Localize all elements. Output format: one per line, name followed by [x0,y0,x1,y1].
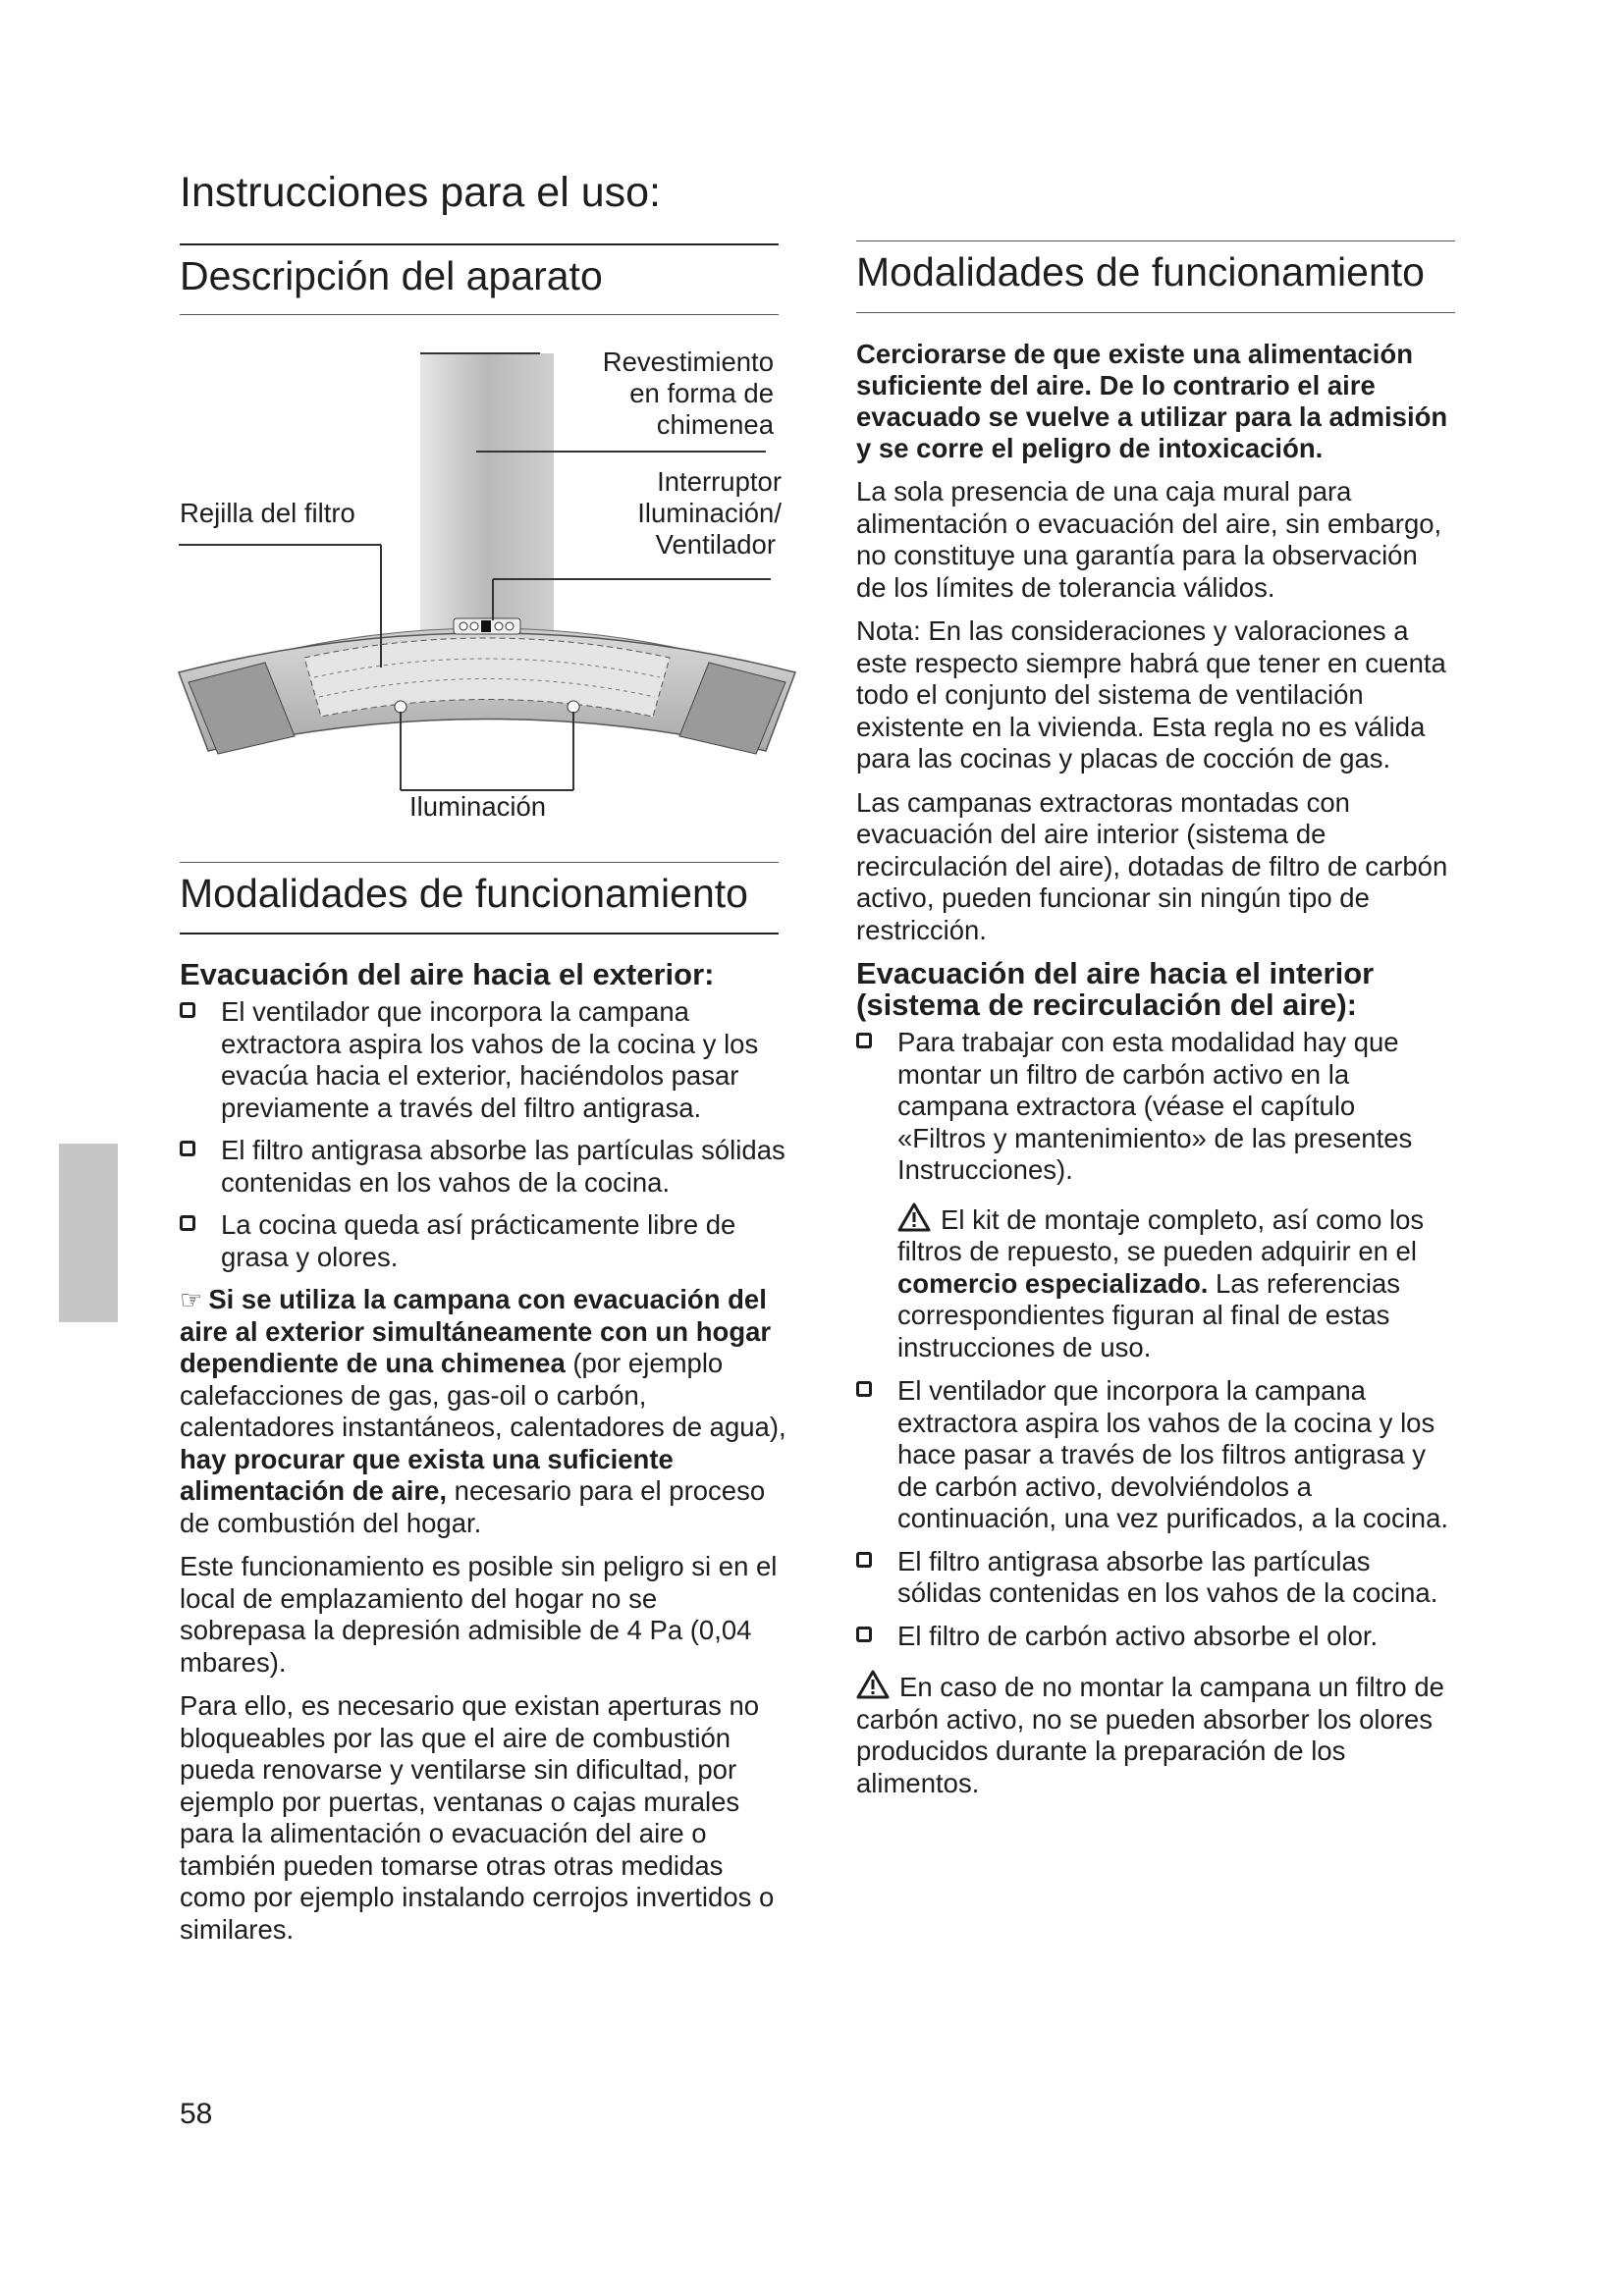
final-warning: En caso de no montar la campana un filtro de carbón activo, no se pueden absorber los olores producidos durante la preparación de los alimentos. [856,1672,1444,1798]
paragraph: Nota: En las consideraciones y valoraciones a este respecto siempre habrá que tener en cuenta todo el conjunto del sistema de ventilación existente en la vivienda. Esta regla no es válida para las cocinas y placas de cocción de gas. [856,615,1446,774]
label-lighting: Iluminación [409,791,547,822]
note-chimney: ☞ Si se utiliza la campana con evacuación del aire al exterior simultáneamente con un hogar dependiente de una chimenea (por ejemplo calefacciones de gas, gas-oil o carbón, calentadores instantáneos, calentadores de agua), hay procurar que exista una suficiente alimentación de aire, necesario para el proceso de combustión del hogar. [180,1284,786,1538]
checkbox-bullet-icon [856,1627,872,1642]
pointing-hand-icon: ☞ [180,1285,203,1314]
kit-note: El kit de montaje completo, así como los filtros de repuesto, se pueden adquirir en el comercio especializado. Las referencias correspondientes figuran al final de estas instrucciones de uso. [897,1203,1425,1362]
list-item: El filtro antigrasa absorbe las partículas sólidas contenidas en los vahos de la cocina. [180,1135,788,1199]
paragraph: Para ello, es necesario que existan aperturas no bloqueables por las que el aire de combustión pueda renovarse y ventilarse sin dificultad, por ejemplo por puertas, ventanas o cajas murales para la alimentación o evacuación del aire o también pueden tomarse otras otras medidas como por ejemplo instalando cerrojos invertidos o similares. [180,1690,775,1945]
warning-icon [856,1670,890,1699]
page-title: Instrucciones para el uso: [180,169,661,216]
label-switch-1: Interruptor [657,466,782,497]
section-rule-bottom-2 [180,933,779,934]
paragraph: Este funcionamiento es posible sin peligro si en el local de emplazamiento del hogar no se sobrepasa la depresión admisible de 4 Pa (0,04 mbares). [180,1551,778,1678]
list-item: El ventilador que incorpora la campana extractora aspira los vahos de la cocina y los hace pasar a través de los filtros antigrasa y de carbón activo, devolviéndolos a continuación, una vez purificados, a la cocina. [856,1375,1450,1535]
left-column-text [180,959,788,1957]
page-number: 58 [180,2098,213,2130]
section-rule-top-2 [180,862,779,863]
list-item: La cocina queda así prácticamente libre de grasa y olores. [180,1209,788,1273]
list-item: Para trabajar con esta modalidad hay que montar un filtro de carbón activo en la campana extractora (véase el capítulo «Filtros y mantenimiento» de las presentes Instrucciones). [856,1027,1450,1187]
section-rule-bottom [180,314,779,315]
section-title-modes-left: Modalidades de funcionamiento [180,871,748,916]
heading-interior: Evacuación del aire hacia el interior (sistema de recirculación del aire): [856,956,1375,1022]
label-filter-grid: Rejilla del filtro [180,498,355,528]
paragraph: Las campanas extractoras montadas con evacuación del aire interior (sistema de recirculación del aire), dotadas de filtro de carbón activo, pueden funcionar sin ningún tipo de restricción. [856,786,1448,945]
right-column-text [856,339,1450,1811]
checkbox-bullet-icon [180,1002,195,1018]
chimney-shape [420,353,554,648]
section-rule-top [180,243,779,245]
list-item: El ventilador que incorpora la campana extractora aspira los vahos de la cocina y los evacúa hacia el exterior, haciéndolos pasar previamente a través del filtro antigrasa. [180,996,788,1124]
checkbox-bullet-icon [856,1033,872,1048]
language-tab-marker [59,1144,118,1322]
checkbox-bullet-icon [856,1552,872,1568]
section-rule-bottom-right [856,312,1455,313]
label-chimney-2: en forma de [629,378,774,408]
checkbox-bullet-icon [180,1215,195,1231]
label-switch-2: Iluminación/ [637,498,782,528]
paragraph: La sola presencia de una caja mural para alimentación o evacuación del aire, sin embargo, no constituye una garantía para la observación de los límites de tolerancia válidos. [856,476,1442,603]
list-item: El filtro antigrasa absorbe las partículas sólidas contenidas en los vahos de la cocina. [856,1546,1450,1610]
checkbox-bullet-icon [856,1381,872,1397]
heading-exterior: Evacuación del aire hacia el exterior: [180,957,715,991]
label-chimney-1: Revestimiento [602,347,774,377]
air-supply-warning: Cerciorarse de que existe una alimentación suficiente del aire. De lo contrario el aire evacuado se vuelve a utilizar para la admisión y se corre el peligro de intoxicación. [856,339,1448,463]
label-switch-3: Ventilador [655,529,776,560]
warning-icon [897,1202,931,1232]
list-item: El filtro de carbón activo absorbe el olor. [856,1621,1450,1653]
section-title-description: Descripción del aparato [180,253,603,298]
label-chimney-3: chimenea [656,409,774,440]
section-title-modes-right: Modalidades de funcionamiento [856,249,1425,294]
checkbox-bullet-icon [180,1141,195,1156]
section-rule-top-right [856,240,1455,241]
hood-diagram [157,334,805,844]
